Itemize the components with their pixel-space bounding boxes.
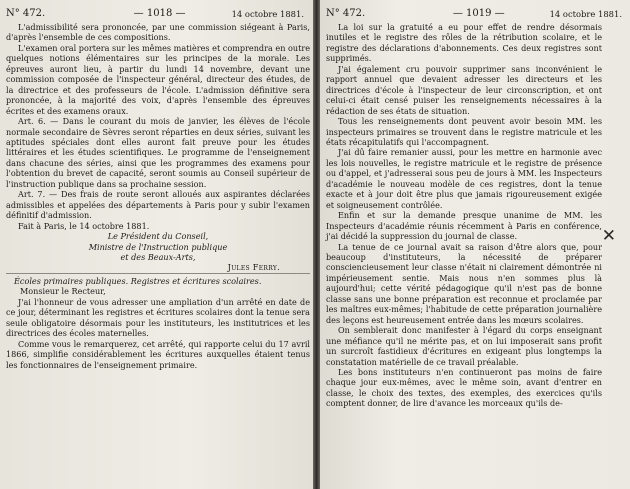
left-page	[0, 0, 313, 489]
paragraph: J'ai dû faire remanier aussi, pour les mettre en harmonie avec les lois nouvelles, le registre matricule et le registre de présence ou d'appel, et j'adresserai sous peu de jours à MM. les Inspecteurs d'académie le nouveau modèle de ces registres, dont la tenue exacte et à jour doit être plus que jamais rigoureusement exigée et soigneusement contrôlée.	[326, 147, 602, 210]
left-running-head	[6, 6, 310, 22]
right-issue-number: N° 472.	[326, 8, 366, 19]
paragraph: Tous les renseignements dont peuvent avoir besoin MM. les inspecteurs primaires se trouvent dans le registre matricule et les états récapitulatifs qui l'accompagnent.	[326, 116, 602, 147]
signoff: Fait à Paris, le 14 octobre 1881.	[18, 220, 150, 231]
paragraph: L'admissibilité sera prononcée, par une commission siégeant à Paris, d'après l'ensemble de ces compositions.	[6, 22, 310, 43]
left-text	[6, 22, 310, 370]
section-title: Écoles primaires publiques. Registres et écritures scolaires.	[6, 273, 310, 286]
signature-line: Ministre de l'Instruction publique	[88, 241, 228, 252]
paragraph: J'ai l'honneur de vous adresser une ampliation d'un arrêté en date de ce jour, déterminant les registres et écritures scolaires dont la tenue sera seule obligatoire désormais pour les instituteurs, les institutrices et les directrices des écoles maternelles.	[6, 296, 310, 339]
signature-line: et des Beaux-Arts,	[120, 251, 196, 262]
left-date: 14 octobre 1881.	[231, 9, 304, 19]
paragraph: Art. 7. — Des frais de route seront alloués aux aspirantes déclarées admissibles et appelées des départements à Paris pour y subir l'examen définitif d'admission.	[6, 189, 310, 221]
right-page-number: — 1019 —	[452, 8, 505, 19]
handwritten-cross-mark: ✕	[601, 226, 616, 246]
paragraph: Art. 6. — Dans le courant du mois de janvier, les élèves de l'école normale secondaire de Sèvres seront réparties en deux séries, suivant les aptitudes spéciales dont elles auront fait preuve pour les études littéraires et les études scientifiques. Le programme de l'enseignement dans chacune des séries, ainsi que les programmes des examens pour l'obtention du brevet de capacité, seront soumis au Conseil supérieur de l'instruction publique dans sa prochaine session.	[6, 116, 310, 189]
right-date: 14 octobre 1881.	[549, 9, 622, 19]
right-page	[320, 0, 630, 489]
paragraph: On semblerait donc manifester à l'égard du corps enseignant une méfiance qu'il ne mérite pas, et on lui imposerait sans profit un surcroît fastidieux d'écritures en exigeant plus longtemps la constatation matérielle de ce travail préalable.	[326, 325, 602, 367]
paragraph: La loi sur la gratuité a eu pour effet de rendre désormais inutiles et le registre des rôles de la rétribution scolaire, et le registre des déclarations d'abonnements. Ces deux registres sont supprimés.	[326, 22, 602, 64]
paragraph: Enfin et sur la demande presque unanime de MM. les Inspecteurs d'académie réunis récemment à Paris en conférence, j'ai décidé la suppression du journal de classe.	[326, 210, 602, 242]
paragraph: Les bons instituteurs n'en continueront pas moins de faire chaque jour eux-mêmes, avec le même soin, avant d'entrer en classe, le choix des textes, des exemples, des exercices qu'ils comptent donner, de lire d'avance les morceaux qu'ils de-	[326, 366, 602, 409]
signature-name: Jules Ferry.	[227, 262, 280, 273]
right-text	[326, 22, 628, 409]
book-gutter	[313, 0, 320, 489]
paragraph: Comme vous le remarquerez, cet arrêté, qui rapporte celui du 17 avril 1866, simplifie considérablement les écritures auxquelles étaient tenus les fonctionnaires de l'enseignement primaire.	[6, 338, 310, 370]
paragraph: J'ai également cru pouvoir supprimer sans inconvénient le rapport annuel que devaient adresser les directeurs et les directrices d'école à l'inspecteur de leur circonscription, et ont celui-ci était censé puiser les renseignements nécessaires à la rédaction de ses états de situation.	[326, 63, 602, 116]
paragraph: La tenue de ce journal avait sa raison d'être alors que, pour beaucoup d'instituteurs, la nécessité de préparer consciencieusement leur classe n'était ni clairement démontrée ni impérieusement sentie. Mais nous n'en sommes plus là aujourd'hui; cette vérité pédagogique qu'il n'est pas de bonne classe sans une bonne préparation est reconnue et proclamée par les maîtres eux-mêmes; l'habitude de cette préparation journalière des leçons est heureusement entrée dans les mœurs scolaires.	[326, 241, 602, 325]
signature-line: Le Président du Conseil,	[107, 231, 209, 242]
paragraph: L'examen oral portera sur les mêmes matières et comprendra en outre quelques notions élémentaires sur les principes de la morale. Les épreuves auront lieu, à partir du lundi 14 novembre, devant une commission composée de l'inspecteur général, directeur des études, de la directrice et des professeurs de l'école. L'admission définitive sera prononcée, à la majorité des voix, d'après l'ensemble des épreuves écrites et des examens oraux.	[6, 42, 310, 116]
right-running-head	[326, 6, 628, 22]
left-page-number: — 1018 —	[133, 8, 186, 19]
left-issue-number: N° 472.	[6, 8, 46, 19]
salutation: Monsieur le Recteur,	[20, 286, 106, 297]
